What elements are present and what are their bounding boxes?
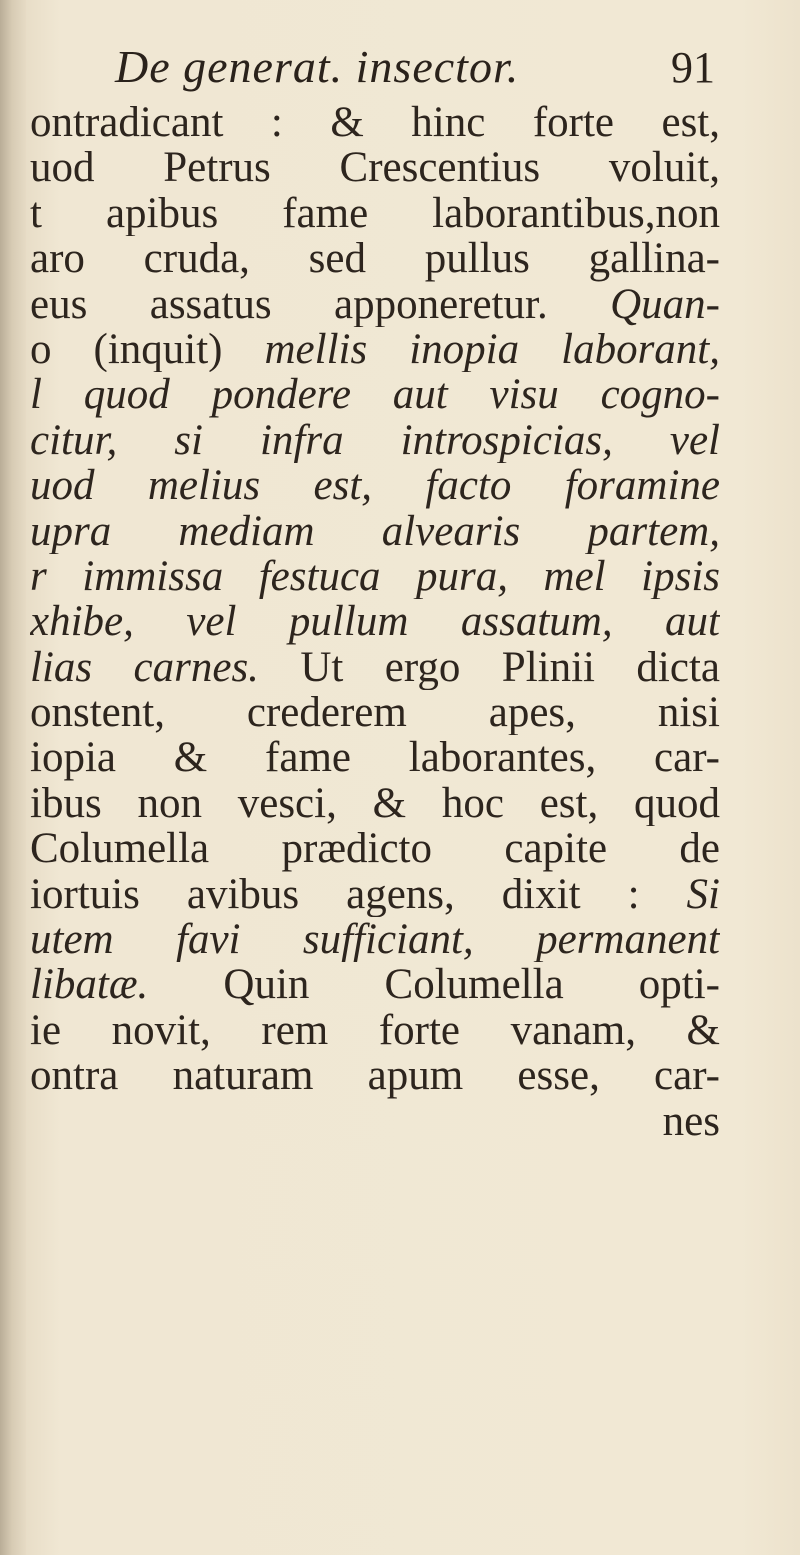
italic-text: Quan- (610, 281, 720, 327)
roman-text: aro cruda, sed pullus gallina- (30, 236, 720, 282)
text-line (30, 872, 720, 917)
running-head-title: De generat. insector. (115, 41, 520, 92)
italic-text: l quod pondere aut visu cogno- (30, 372, 720, 418)
roman-text: onstent, crederem apes, nisi (30, 690, 720, 736)
text-line (30, 1008, 720, 1053)
text-line (30, 100, 720, 145)
text-line (30, 282, 720, 327)
roman-text: nes (662, 1098, 720, 1144)
text-line (30, 735, 720, 780)
roman-text: ontradicant : & hinc forte est, (30, 100, 720, 146)
roman-text: ie novit, rem forte vanam, & (30, 1007, 720, 1054)
italic-text: libatæ. (30, 962, 224, 1008)
italic-text: lias carnes. (30, 644, 301, 691)
page-number: 91 (671, 43, 715, 92)
text-line (30, 191, 720, 236)
text-line (30, 826, 720, 871)
roman-text: ontra naturam apum esse, car- (30, 1053, 720, 1099)
text-line (30, 917, 720, 962)
text-line (30, 372, 720, 417)
italic-text: citur, si infra introspicias, vel (30, 417, 720, 464)
page-gutter (0, 0, 26, 1555)
roman-text: eus assatus apponeretur. (30, 281, 611, 327)
roman-text: Columella prædicto capite de (30, 826, 720, 872)
roman-text: uod Petrus Crescentius voluit, (30, 145, 720, 191)
roman-text: ibus non vesci, & hoc est, quod (30, 780, 720, 827)
roman-text: iortuis avibus agens, dixit : (30, 871, 687, 918)
roman-text: Quin Columella opti- (223, 962, 720, 1008)
text-line (30, 554, 720, 599)
text-line (30, 645, 720, 690)
italic-text: uod melius est, facto foramine (30, 463, 720, 509)
text-line (30, 781, 720, 826)
text-line (30, 1053, 720, 1098)
text-line (30, 599, 720, 644)
text-line (30, 509, 720, 554)
italic-text: utem favi sufficiant, permanent (30, 917, 720, 963)
italic-text: mellis inopia laborant, (264, 326, 720, 373)
text-line (30, 690, 720, 735)
roman-text: Ut ergo Plinii dicta (300, 644, 720, 691)
text-line (30, 236, 720, 281)
text-line (30, 327, 720, 372)
italic-text: r immissa festuca pura, mel ipsis (30, 553, 720, 600)
text-line (30, 962, 720, 1007)
running-head (115, 40, 715, 100)
text-line (30, 145, 720, 190)
italic-text: upra mediam alvearis partem, (30, 508, 720, 554)
roman-text: iopia & fame laborantes, car- (30, 735, 720, 781)
italic-text: xhibe, vel pullum assatum, aut (30, 599, 720, 645)
roman-text: t apibus fame laborantibus,non (30, 190, 720, 237)
italic-text: Si (686, 871, 720, 918)
text-line (30, 1099, 720, 1144)
body-text (30, 100, 720, 1144)
text-line (30, 418, 720, 463)
text-line (30, 463, 720, 508)
roman-text: o (inquit) (30, 326, 265, 373)
